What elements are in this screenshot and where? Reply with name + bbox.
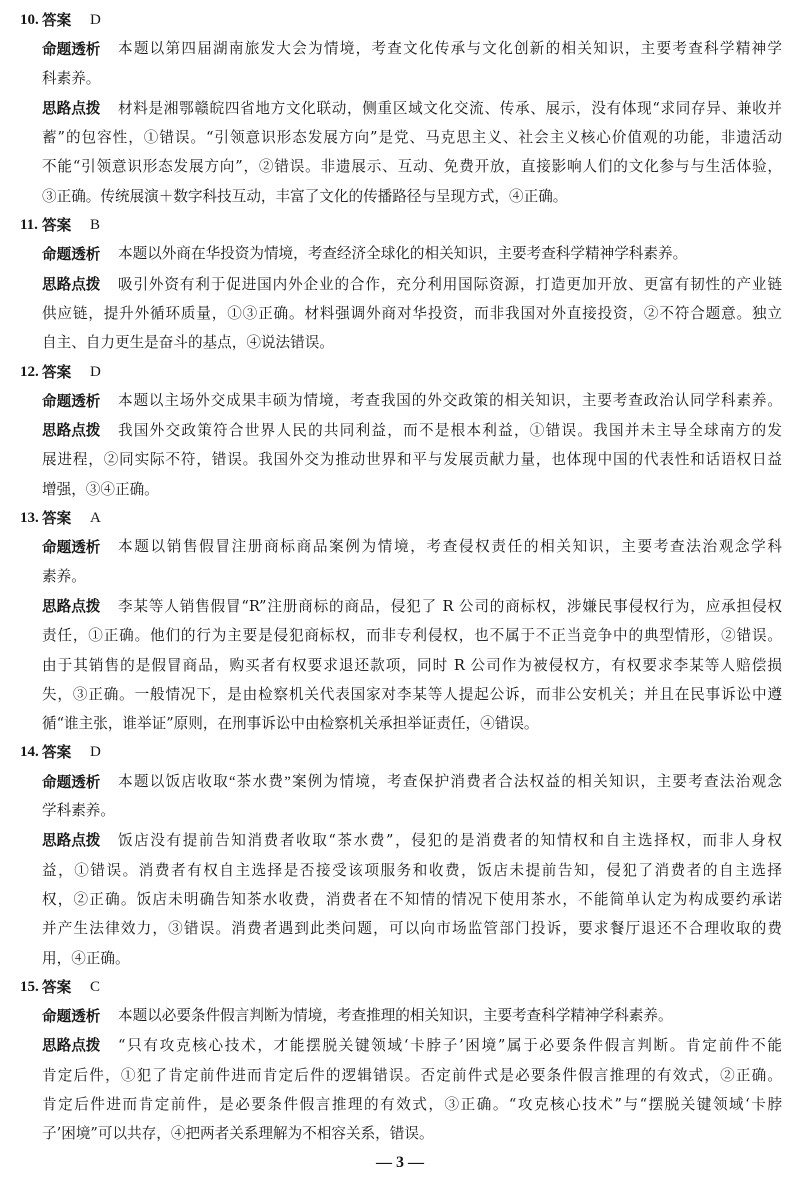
hint-text-line: 并产生法律效力，③错误。消费者遇到此类问题，可以向市场监管部门投诉，要求餐厅退还不合理收取的费 [42, 920, 782, 938]
hint-text-line: 我国外交政策符合世界人民的共同利益，而不是根本利益，①错误。我国并未主导全球南方的发 [118, 422, 782, 440]
hint-text-line: 饭店没有提前告知消费者收取“茶水费”，侵犯的是消费者的知情权和自主选择权，而非人身权 [118, 832, 782, 850]
hint-text-line: “只有攻克核心技术，才能摆脱关键领域‘卡脖子’困境”属于必要条件假言判断。肯定前件不能 [118, 1037, 782, 1055]
analysis-text-line: 本题以第四届湖南旅发大会为情境，考查文化传承与文化创新的相关知识，主要考查科学精神学 [118, 41, 782, 58]
analysis-row [0, 797, 800, 826]
answer-label: 答案 [42, 12, 72, 29]
answer-document [0, 6, 800, 1149]
hint-text-line: 供应链，提升外循环质量，①③正确。材料强调外商对华投资，而非我国对外直接投资，②不符合题意。独立 [42, 304, 782, 322]
analysis-label: 命题透析 [42, 1008, 101, 1026]
hint-row [0, 709, 800, 738]
answer-value: B [90, 217, 101, 234]
analysis-text-line: 本题以外商在华投资为情境，考查经济全球化的相关知识，主要考查科学精神学科素养。 [118, 246, 688, 263]
hint-label: 思路点拨 [42, 1037, 101, 1055]
hint-row [0, 445, 800, 474]
analysis-text-line: 本题以饭店收取“茶水费”案例为情境，考查保护消费者合法权益的相关知识，主要考查法治观念 [118, 773, 782, 790]
hint-text-line: 权，②正确。饭店未明确告知茶水收费，消费者在不知情的情况下使用茶水，不能简单认定为构成要约承诺 [42, 890, 782, 908]
hint-text-line: 责任，①正确。他们的行为主要是侵犯商标权，而非专利侵权，也不属于不正当竞争中的典型情形，②错误。 [42, 627, 782, 645]
hint-row [0, 826, 800, 855]
question-number: 13. [20, 510, 39, 527]
hint-text-line: 材料是湘鄂赣皖四省地方文化联动，侧重区域文化交流、传承、展示，没有体现“求同存异、兼收并 [118, 99, 782, 117]
hint-text-line: 由于其销售的是假冒商品，购买者有权要求退还款项，同时 R 公司作为被侵权方，有权要求李某等人赔偿损 [42, 656, 782, 674]
answer-heading [0, 973, 800, 1002]
hint-text-line: 用，④正确。 [42, 949, 130, 967]
analysis-row [0, 65, 800, 94]
hint-text-line: 吸引外资有利于促进国内外企业的合作，充分利用国际资源，打造更加开放、更富有韧性的产业链 [118, 275, 782, 293]
hint-text-line: ③正确。传统展演＋数字科技互动，丰富了文化的传播路径与呈现方式，④正确。 [42, 187, 568, 205]
hint-row [0, 152, 800, 181]
answer-heading [0, 211, 800, 240]
hint-text-line: 展进程，②同实际不符，错误。我国外交为推动世界和平与发展贡献力量，也体现中国的代表性和话语权日益 [42, 451, 782, 469]
analysis-label: 命题透析 [42, 41, 101, 59]
hint-row [0, 1090, 800, 1119]
hint-text-line: 失，③正确。一般情况下，是由检察机关代表国家对李某等人提起公诉，而非公安机关；并且在民事诉讼中遵 [42, 685, 782, 703]
hint-row [0, 914, 800, 943]
answer-label: 答案 [42, 363, 72, 381]
answer-label: 答案 [42, 978, 72, 996]
answer-heading [0, 358, 800, 387]
answer-heading [0, 6, 800, 35]
hint-row [0, 592, 800, 621]
hint-row [0, 680, 800, 709]
analysis-text-line: 学科素养。 [42, 803, 115, 820]
hint-label: 思路点拨 [42, 99, 101, 117]
answer-value: D [90, 12, 101, 28]
answer-heading [0, 504, 800, 533]
answer-value: D [90, 744, 101, 761]
analysis-row [0, 35, 800, 64]
analysis-label: 命题透析 [42, 773, 101, 791]
hint-row [0, 1119, 800, 1148]
analysis-row [0, 563, 800, 592]
analysis-label: 命题透析 [42, 246, 101, 264]
analysis-text-line: 素养。 [42, 568, 86, 585]
question-number: 15. [20, 978, 39, 995]
hint-row [0, 885, 800, 914]
answer-value: C [90, 978, 101, 995]
hint-label: 思路点拨 [42, 275, 101, 293]
question-number: 14. [20, 744, 39, 761]
hint-text-line: 增强，③④正确。 [42, 480, 159, 498]
analysis-row [0, 768, 800, 797]
hint-row [0, 328, 800, 357]
hint-row [0, 416, 800, 445]
answer-value: D [90, 363, 101, 380]
hint-text-line: 自主、自力更生是奋斗的基点，④说法错误。 [42, 334, 334, 352]
hint-row [0, 123, 800, 152]
answer-heading [0, 738, 800, 767]
analysis-text-line: 科素养。 [42, 70, 101, 87]
hint-text-line: 李某等人销售假冒“R”注册商标的商品，侵犯了 R 公司的商标权，涉嫌民事侵权行为，应承担侵权 [118, 597, 782, 615]
hint-row [0, 856, 800, 885]
page-number: — 3 — [376, 1154, 424, 1171]
analysis-row [0, 1002, 800, 1031]
hint-row [0, 299, 800, 328]
hint-text-line: 循“谁主张，谁举证”原则，在刑事诉讼中由检察机关承担举证责任，④错误。 [42, 715, 539, 733]
analysis-row [0, 533, 800, 562]
hint-text-line: 不能“引领意识形态发展方向”，②错误。非遗展示、互动、免费开放，直接影响人们的文化参与与生活体验， [42, 158, 782, 176]
hint-row [0, 94, 800, 123]
hint-text-line: 蓄”的包容性，①错误。“引领意识形态发展方向”是党、马克思主义、社会主义核心价值观的功能，非遗活动 [42, 129, 782, 147]
answer-label: 答案 [42, 217, 72, 235]
hint-row [0, 182, 800, 211]
answer-label: 答案 [42, 510, 72, 528]
hint-label: 思路点拨 [42, 597, 101, 615]
answer-label: 答案 [42, 744, 72, 762]
hint-row [0, 651, 800, 680]
hint-row [0, 475, 800, 504]
analysis-row [0, 387, 800, 416]
analysis-text-line: 本题以销售假冒注册商标商品案例为情境，考查侵权责任的相关知识，主要考查法治观念学科 [118, 539, 782, 556]
question-number: 11. [20, 217, 38, 234]
analysis-row [0, 240, 800, 269]
hint-label: 思路点拨 [42, 832, 101, 850]
hint-text-line: 子’困境”可以共存，④把两者关系理解为不相容关系，错误。 [42, 1125, 434, 1143]
answer-value: A [90, 510, 101, 527]
hint-text-line: 肯定后件，①犯了肯定前件进而肯定后件的逻辑错误。否定前件式是必要条件假言推理的有效式，②正确。 [42, 1066, 782, 1084]
hint-row [0, 270, 800, 299]
hint-text-line: 益，①错误。消费者有权自主选择是否接受该项服务和收费，饭店未提前告知，侵犯了消费者的自主选择 [42, 861, 782, 879]
analysis-label: 命题透析 [42, 392, 101, 410]
analysis-text-line: 本题以主场外交成果丰硕为情境，考查我国的外交政策的相关知识，主要考查政治认同学科素养。 [118, 392, 782, 409]
question-number: 10. [20, 12, 39, 28]
hint-row [0, 1031, 800, 1060]
hint-row [0, 621, 800, 650]
analysis-text-line: 本题以必要条件假言判断为情境，考查推理的相关知识，主要考查科学精神学科素养。 [118, 1008, 673, 1025]
hint-label: 思路点拨 [42, 422, 101, 440]
question-number: 12. [20, 363, 39, 380]
hint-row [0, 1061, 800, 1090]
hint-row [0, 944, 800, 973]
hint-text-line: 肯定后件进而肯定前件，是必要条件假言推理的有效式，③正确。“攻克核心技术”与“摆脱关键领域‘卡脖 [42, 1095, 782, 1113]
analysis-label: 命题透析 [42, 539, 101, 557]
